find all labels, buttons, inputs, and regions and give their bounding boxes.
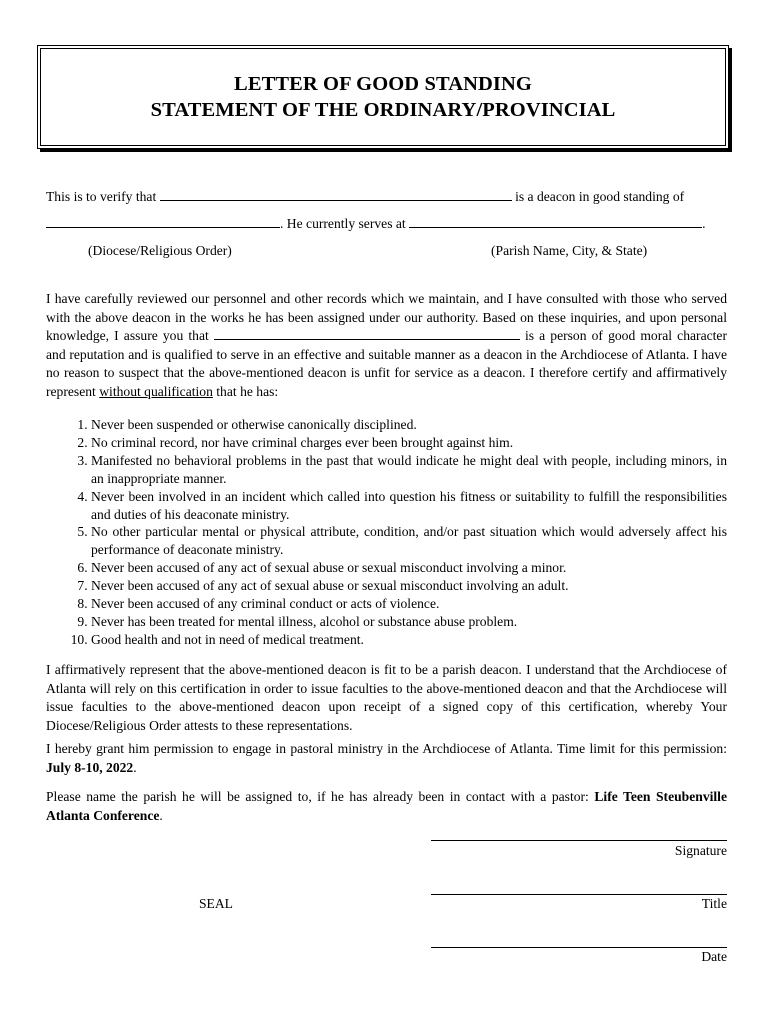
document-subtitle: STATEMENT OF THE ORDINARY/PROVINCIAL <box>150 99 616 121</box>
title-line[interactable] <box>431 894 727 895</box>
signature-line[interactable] <box>431 840 727 841</box>
list-item: 7. Never been accused of any act of sexual abuse or sexual misconduct involving an adult. <box>91 577 727 595</box>
diocese-field[interactable] <box>46 215 280 228</box>
list-item: 8. Never been accused of any criminal conduct or acts of violence. <box>91 595 727 613</box>
list-item: 1. Never been suspended or otherwise canonically disciplined. <box>91 416 727 434</box>
list-item: 4. Never been involved in an incident which called into question his fitness or suitability to fulfill the responsibilities and duties of his deaconate ministry. <box>91 488 727 524</box>
review-paragraph: I have carefully reviewed our personnel and other records which we maintain, and I have consulted with those who served with the above deacon in the works he has been assigned under our authority. Based on these inquiries, and upon personal knowledge, I assure you that is a person of good moral character and reputation and is qualified to serve in an effective and suitable manner as a deacon in the Archdiocese of Atlanta. I have no reason to suspect that the above-mentioned deacon is unfit for service as a deacon. I therefore certify and affirmatively represent without qualification that he has: <box>46 291 727 399</box>
parish-paragraph: Please name the parish he will be assigned to, if he has already been in contact with a pastor: Life Teen Steubenville Atlanta Conference. <box>46 789 727 823</box>
parish-label: (Parish Name, City, & State) <box>491 243 648 258</box>
list-item: 9. Never has been treated for mental illness, alcohol or substance abuse problem. <box>91 613 727 631</box>
diocese-label: (Diocese/Religious Order) <box>88 243 232 258</box>
list-item: 2. No criminal record, nor have criminal charges ever been brought against him. <box>91 434 727 452</box>
parish-field[interactable] <box>409 215 702 228</box>
verify-line-2: . He currently serves at . <box>46 215 727 233</box>
deacon-name-field[interactable] <box>160 188 512 201</box>
verify-line-1: This is to verify that is a deacon in good standing of <box>46 189 685 204</box>
signature-label: Signature <box>674 843 727 858</box>
document-title: LETTER OF GOOD STANDING <box>234 73 532 95</box>
list-item: 10. Good health and not in need of medical treatment. <box>91 631 727 649</box>
deacon-name-field-2[interactable] <box>214 327 520 340</box>
grant-paragraph: I hereby grant him permission to engage in pastoral ministry in the Archdiocese of Atlanta. Time limit for this permission: July 8-10, 2022. <box>46 741 727 775</box>
title-box <box>37 45 729 149</box>
list-item: 6. Never been accused of any act of sexual abuse or sexual misconduct involving a minor. <box>91 559 727 577</box>
parish-name: Life Teen Steubenville Atlanta Conference <box>46 789 727 823</box>
title-label: Title <box>701 896 727 911</box>
list-item: 3. Manifested no behavioral problems in the past that would indicate he might deal with people, including minors, in an inappropriate manner. <box>91 452 727 488</box>
seal-label: SEAL <box>199 896 233 911</box>
date-line[interactable] <box>431 947 727 948</box>
affirm-paragraph: I affirmatively represent that the above-mentioned deacon is fit to be a parish deacon. I understand that the Archdiocese of Atlanta will rely on this certification in order to issue faculties to the above-mentioned deacon and that the Archdiocese will issue faculties to the above-mentioned deacon upon receipt of a signed copy of this certification, whereby Your Diocese/Religious Order attests to these representations. <box>46 662 727 733</box>
without-qualification: without qualification <box>99 383 213 399</box>
date-label: Date <box>701 949 727 964</box>
list-item: 5. No other particular mental or physical attribute, condition, and/or past situation which would adversely affect his performance of deaconate ministry. <box>91 523 727 559</box>
permission-dates: July 8-10, 2022 <box>46 759 134 775</box>
qualification-list <box>46 416 727 649</box>
